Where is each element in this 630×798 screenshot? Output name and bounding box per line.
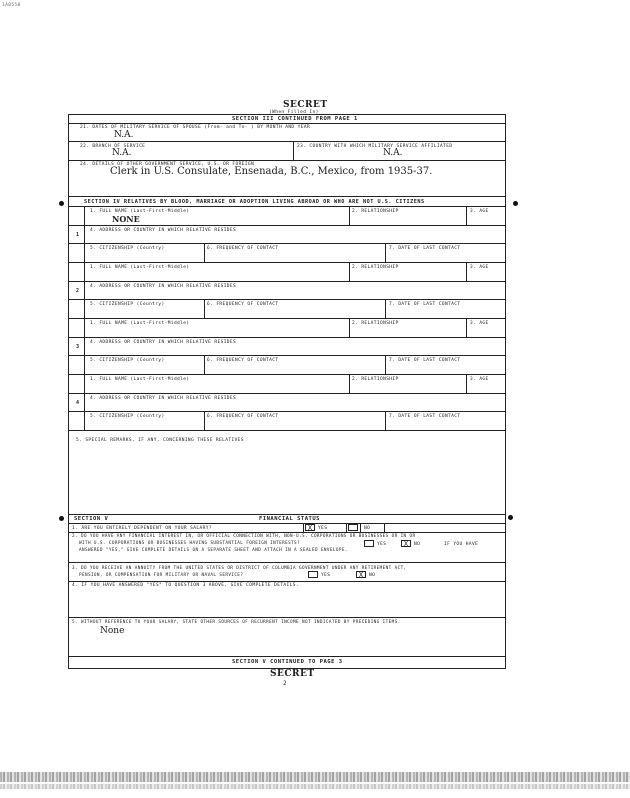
relative-2-last-contact-label: 7. DATE OF LAST CONTACT bbox=[389, 302, 461, 307]
relative-4-num-divider bbox=[84, 374, 85, 430]
q3-line2: PENSION, OR COMPENSATION FOR MILITARY OR NAVAL SERVICE? bbox=[79, 573, 244, 578]
relative-1-row-line bbox=[68, 262, 506, 263]
relative-4-relationship-label: 2. RELATIONSHIP bbox=[352, 377, 399, 382]
relative-4-divider bbox=[204, 411, 205, 430]
q3-line1: 3. DO YOU RECEIVE AN ANNUITY FROM THE UNITED STATES OR DISTRICT OF COLUMBIA GOVERNMENT UNDER ANY RETIREMENT ACT, bbox=[72, 566, 407, 571]
relative-1-num-divider bbox=[84, 206, 85, 262]
relative-4-row-line bbox=[68, 411, 506, 412]
relative-2-frequency-label: 6. FREQUENCY OF CONTACT bbox=[207, 302, 279, 307]
q2-line1: 2. DO YOU HAVE ANY FINANCIAL INTEREST IN, OR OFFICIAL CONNECTION WITH, NON-U.S. CORPORATIONS OR BUSINESSES OR IN OR bbox=[72, 534, 416, 539]
relative-2-address-label: 4. ADDRESS OR COUNTRY IN WHICH RELATIVE RESIDES bbox=[90, 284, 237, 289]
q2-no-checkbox[interactable]: X bbox=[401, 540, 411, 547]
page-number: 2 bbox=[283, 680, 288, 687]
q4-label: 4. IF YOU HAVE ANSWERED "YES" TO QUESTION 3 ABOVE, GIVE COMPLETE DETAILS. bbox=[72, 583, 299, 588]
relative-2-divider bbox=[349, 262, 350, 281]
relative-3-relationship-label: 2. RELATIONSHIP bbox=[352, 321, 399, 326]
q5-value: None bbox=[100, 626, 125, 636]
relative-1-last-contact-label: 7. DATE OF LAST CONTACT bbox=[389, 246, 461, 251]
relative-4-name-label: 1. FULL NAME (Last-First-Middle) bbox=[90, 377, 190, 382]
relative-3-row-line bbox=[68, 374, 506, 375]
relative-1-divider bbox=[385, 243, 386, 262]
relative-3-divider bbox=[349, 318, 350, 337]
relative-4-divider bbox=[466, 374, 467, 393]
relative-2-row-line bbox=[68, 318, 506, 319]
f21-value: N.A. bbox=[114, 130, 134, 140]
relative-1-frequency-label: 6. FREQUENCY OF CONTACT bbox=[207, 246, 279, 251]
relative-2-num-divider bbox=[84, 262, 85, 318]
relative-3-divider bbox=[385, 355, 386, 374]
relative-3-divider bbox=[466, 318, 467, 337]
q2-line2b: IF YOU HAVE bbox=[444, 542, 479, 547]
relative-1-divider bbox=[466, 206, 467, 225]
q1-yes-label: YES bbox=[318, 526, 328, 531]
relative-3-row-line bbox=[68, 337, 506, 338]
relative-3-divider bbox=[204, 355, 205, 374]
relative-4-frequency-label: 6. FREQUENCY OF CONTACT bbox=[207, 414, 279, 419]
relative-3-num-divider bbox=[84, 318, 85, 374]
relative-2-divider bbox=[385, 299, 386, 318]
scan-noise-band-2 bbox=[0, 784, 630, 789]
q3-no-label: NO bbox=[369, 573, 376, 578]
relative-4-divider bbox=[385, 411, 386, 430]
relative-number: 2 bbox=[76, 288, 80, 294]
relative-3-row-line bbox=[68, 355, 506, 356]
relative-3-name-label: 1. FULL NAME (Last-First-Middle) bbox=[90, 321, 190, 326]
f23-label: 23. COUNTRY WITH WHICH MILITARY SERVICE AFFILIATED bbox=[297, 144, 453, 149]
f21-label: 21. DATES OF MILITARY SERVICE OF SPOUSE (From- and To- ) BY MONTH AND YEAR bbox=[80, 125, 311, 130]
relative-3-citizenship-label: 5. CITIZENSHIP (Country) bbox=[90, 358, 165, 363]
relative-4-row-line bbox=[68, 393, 506, 394]
relative-1-address-label: 4. ADDRESS OR COUNTRY IN WHICH RELATIVE RESIDES bbox=[90, 228, 237, 233]
relative-1-relationship-label: 2. RELATIONSHIP bbox=[352, 209, 399, 214]
q5-label: 5. WITHOUT REFERENCE TO YOUR SALARY, STATE OTHER SOURCES OF RECURRENT INCOME NOT INDICATED BY PRECEDING ITEMS. bbox=[72, 620, 401, 625]
q2-line3: ANSWERED "YES," GIVE COMPLETE DETAILS ON A SEPARATE SHEET AND ATTACH IN A SEALED ENVELOPE. bbox=[79, 548, 348, 553]
f22-label: 22. BRANCH OF SERVICE bbox=[80, 144, 146, 149]
relative-4-citizenship-label: 5. CITIZENSHIP (Country) bbox=[90, 414, 165, 419]
relative-1-row-line bbox=[68, 243, 506, 244]
scan-noise-band bbox=[0, 772, 630, 782]
relative-1-age-label: 3. AGE bbox=[470, 209, 489, 214]
relative-3-frequency-label: 6. FREQUENCY OF CONTACT bbox=[207, 358, 279, 363]
f23-value: N.A. bbox=[383, 148, 403, 158]
relative-3-last-contact-label: 7. DATE OF LAST CONTACT bbox=[389, 358, 461, 363]
relative-4-last-contact-label: 7. DATE OF LAST CONTACT bbox=[389, 414, 461, 419]
relative-number: 3 bbox=[76, 344, 80, 350]
q1-label: 1. ARE YOU ENTIRELY DEPENDENT ON YOUR SALARY? bbox=[72, 526, 212, 531]
q1-no-checkbox[interactable] bbox=[348, 524, 358, 531]
relative-number: 1 bbox=[76, 232, 80, 238]
relative-2-age-label: 3. AGE bbox=[470, 265, 489, 270]
relative-2-name-label: 1. FULL NAME (Last-First-Middle) bbox=[90, 265, 190, 270]
q3-yes-label: YES bbox=[321, 573, 331, 578]
relative-2-relationship-label: 2. RELATIONSHIP bbox=[352, 265, 399, 270]
relative-2-citizenship-label: 5. CITIZENSHIP (Country) bbox=[90, 302, 165, 307]
relative-2-row-line bbox=[68, 299, 506, 300]
relative-1-name-label: 1. FULL NAME (Last-First-Middle) bbox=[90, 209, 190, 214]
section-v-title: SECTION V bbox=[74, 516, 109, 522]
relative-1-citizenship-label: 5. CITIZENSHIP (Country) bbox=[90, 246, 165, 251]
q2-line2: WITH U.S. CORPORATIONS OR BUSINESSES HAVING SUBSTANTIAL FOREIGN INTERESTS? bbox=[79, 541, 301, 546]
relative-number: 4 bbox=[76, 400, 80, 406]
relative-4-row-line bbox=[68, 430, 506, 431]
section-continued-header: SECTION III CONTINUED FROM PAGE 1 bbox=[232, 116, 358, 122]
financial-status-title: FINANCIAL STATUS bbox=[259, 516, 320, 522]
f24-value: Clerk in U.S. Consulate, Ensenada, B.C., Mexico, from 1935-37. bbox=[110, 166, 433, 177]
relative-4-address-label: 4. ADDRESS OR COUNTRY IN WHICH RELATIVE RESIDES bbox=[90, 396, 237, 401]
q1-no-label: NO bbox=[364, 526, 371, 531]
section-v-footer: SECTION V CONTINUED TO PAGE 3 bbox=[232, 659, 343, 665]
relative-3-age-label: 3. AGE bbox=[470, 321, 489, 326]
q2-yes-checkbox[interactable] bbox=[364, 540, 374, 547]
section-iv-title: SECTION IV RELATIVES BY BLOOD, MARRIAGE OR ADOPTION LIVING ABROAD OR WHO ARE NOT U.S. CITIZENS bbox=[84, 199, 425, 205]
relative-4-age-label: 3. AGE bbox=[470, 377, 489, 382]
document-id: 1A0550 bbox=[2, 3, 21, 8]
relative-4-divider bbox=[349, 374, 350, 393]
q3-no-checkbox[interactable]: X bbox=[356, 571, 366, 578]
relative-2-row-line bbox=[68, 281, 506, 282]
classification-top: SECRET bbox=[283, 100, 328, 110]
relative-name: NONE bbox=[112, 214, 140, 224]
relative-2-divider bbox=[204, 299, 205, 318]
q3-yes-checkbox[interactable] bbox=[308, 571, 318, 578]
f22-value: N.A. bbox=[112, 148, 132, 158]
relative-1-row-line bbox=[68, 225, 506, 226]
relative-2-divider bbox=[466, 262, 467, 281]
relative-3-address-label: 4. ADDRESS OR COUNTRY IN WHICH RELATIVE RESIDES bbox=[90, 340, 237, 345]
q1-yes-checkbox[interactable]: X bbox=[305, 524, 315, 531]
q2-yes-label: YES bbox=[377, 542, 387, 547]
relative-1-divider bbox=[349, 206, 350, 225]
f24-label: 24. DETAILS OF OTHER GOVERNMENT SERVICE, U.S. OR FOREIGN bbox=[80, 162, 255, 167]
filled-in-note: (When Filled In) bbox=[269, 110, 319, 115]
classification-bottom: SECRET bbox=[270, 669, 315, 679]
q2-no-label: NO bbox=[414, 542, 421, 547]
remarks-label: 5. SPECIAL REMARKS, IF ANY, CONCERNING THESE RELATIVES bbox=[76, 438, 244, 443]
relative-1-divider bbox=[204, 243, 205, 262]
